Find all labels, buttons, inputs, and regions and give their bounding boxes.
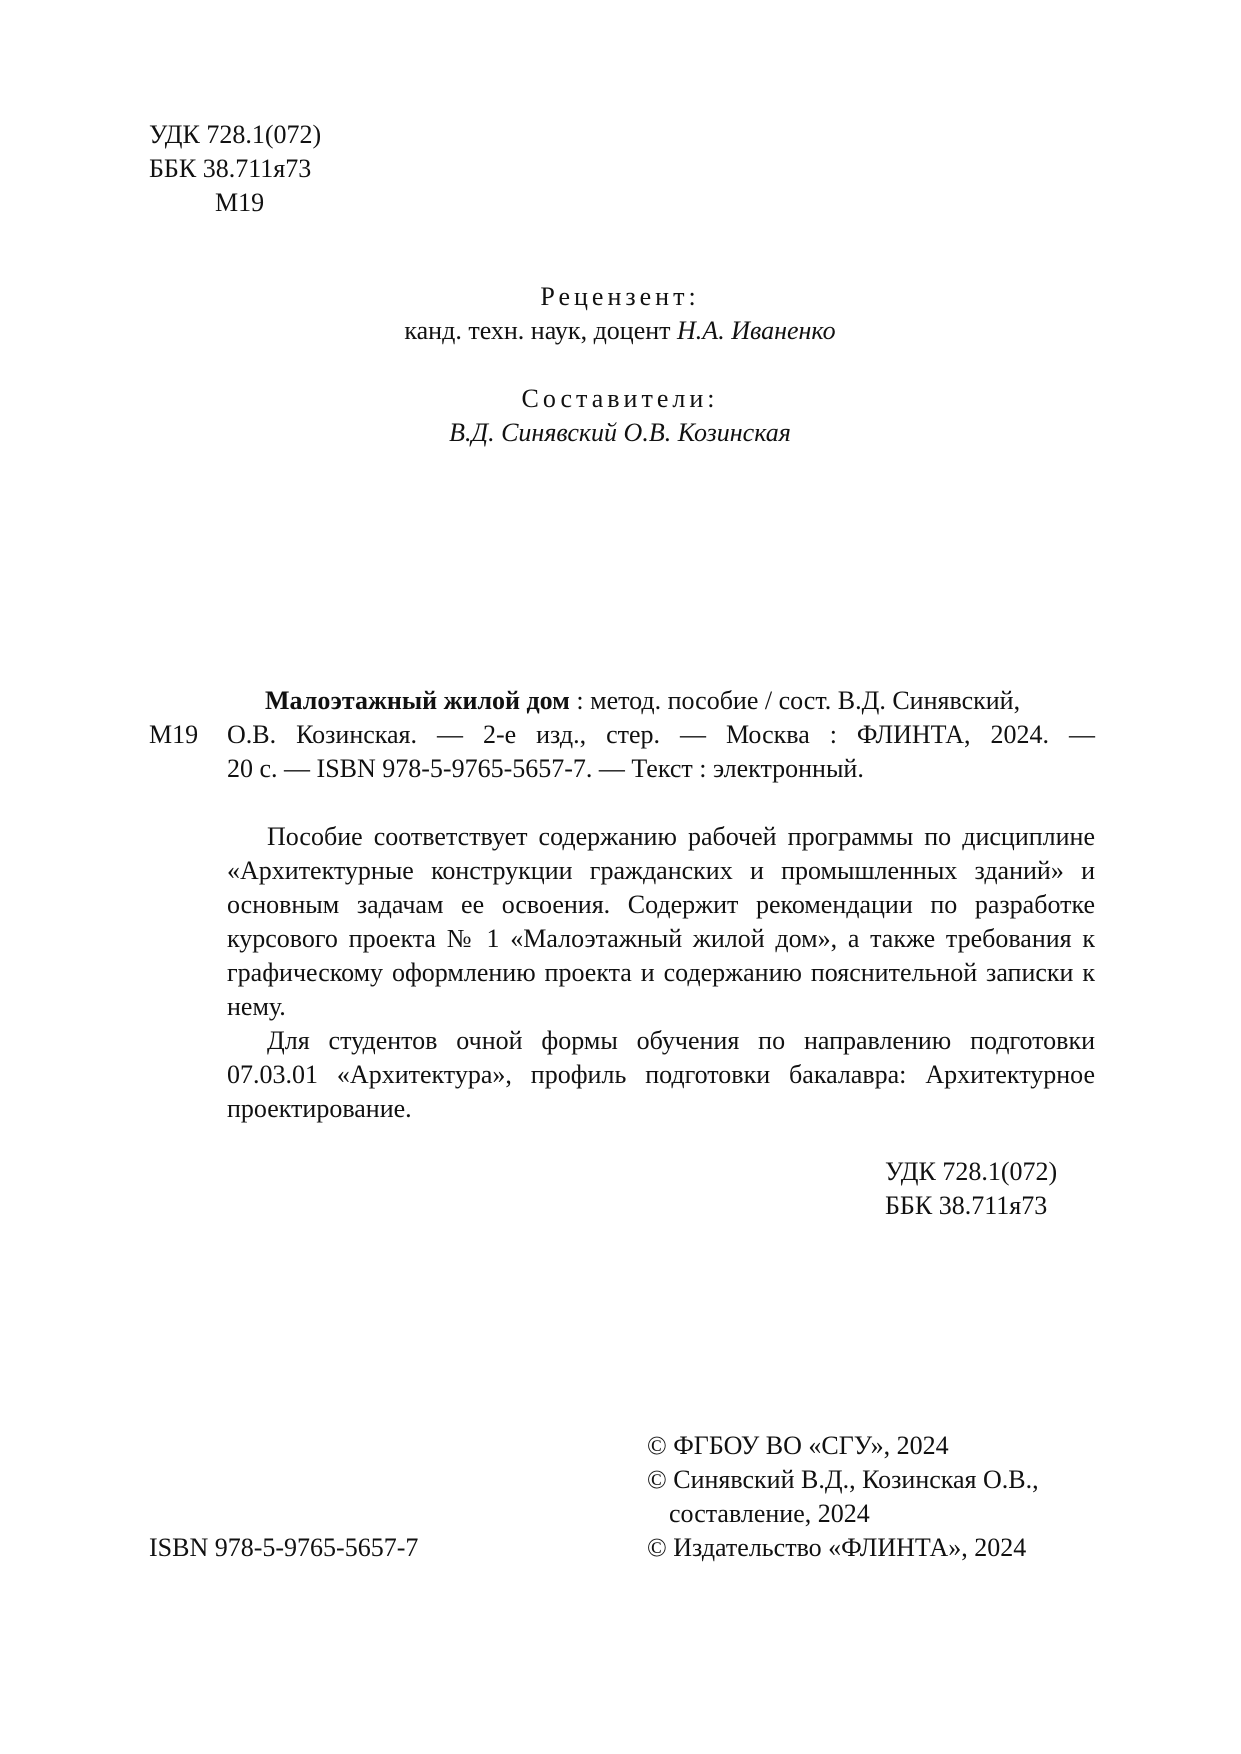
copyright-line-1: © ФГБОУ ВО «СГУ», 2024: [647, 1431, 949, 1460]
biblio-line-2: [149, 718, 1095, 752]
classification-codes-right: [885, 1155, 1057, 1223]
isbn: ISBN 978-5-9765-5657-7: [149, 1533, 419, 1562]
reviewer-heading: Рецензент:: [540, 282, 700, 311]
author-sign: М19: [215, 188, 265, 217]
bbk-code-right: ББК 38.711я73: [885, 1191, 1048, 1220]
copyright-line-3: составление, 2024: [669, 1499, 870, 1528]
compilers-heading: Составители:: [521, 384, 719, 413]
classification-codes: [149, 118, 321, 220]
reviewer-name: Н.А. Иваненко: [677, 316, 836, 345]
biblio-line-1: [149, 684, 1095, 718]
biblio-line-1-rest: : метод. пособие / сост. В.Д. Синявский,: [569, 686, 1021, 715]
biblio-line-2-text: О.В. Козинская. — 2-е изд., стер. — Москва : ФЛИНТА, 2024. —: [227, 720, 1095, 749]
bbk-code: ББК 38.711я73: [149, 154, 312, 183]
compilers-names: В.Д. Синявский О.В. Козинская: [449, 418, 791, 447]
udk-code-right: УДК 728.1(072): [885, 1157, 1058, 1186]
biblio-line-3: 20 с. — ISBN 978-5-9765-5657-7. — Текст : электронный.: [227, 754, 864, 783]
annotation-paragraph-2: Для студентов очной формы обучения по направлению подготовки 07.03.01 «Архитектура», профиль подготовки бакалавра: Архитектурное проектирование.: [227, 1026, 1095, 1123]
annotation-paragraph-1: Пособие соответствует содержанию рабочей программы по дисциплине «Архитектурные конструкции гражданских и промышленных зданий» и основным задачам ее освоения. Содержит рекомендации по разработке курсового проекта № 1 «Малоэтажный жилой дом», а также требования к графическому оформлению проекта и содержанию пояснительной записки к нему.: [227, 822, 1095, 1021]
copyright-line-2: © Синявский В.Д., Козинская О.В.,: [647, 1465, 1039, 1494]
book-title: Малоэтажный жилой дом: [265, 686, 570, 715]
reviewer-line: [300, 314, 940, 348]
reviewer-prefix: канд. техн. наук, доцент: [404, 316, 671, 345]
bibliographic-record: [149, 684, 1095, 786]
compilers-block: [300, 382, 940, 450]
copyright-line-4: © Издательство «ФЛИНТА», 2024: [647, 1533, 1027, 1562]
udk-code: УДК 728.1(072): [149, 120, 322, 149]
copyright-block: [647, 1429, 1039, 1565]
biblio-margin-code: М19: [149, 720, 199, 749]
reviewer-block: [300, 280, 940, 348]
annotation: [227, 820, 1095, 1126]
